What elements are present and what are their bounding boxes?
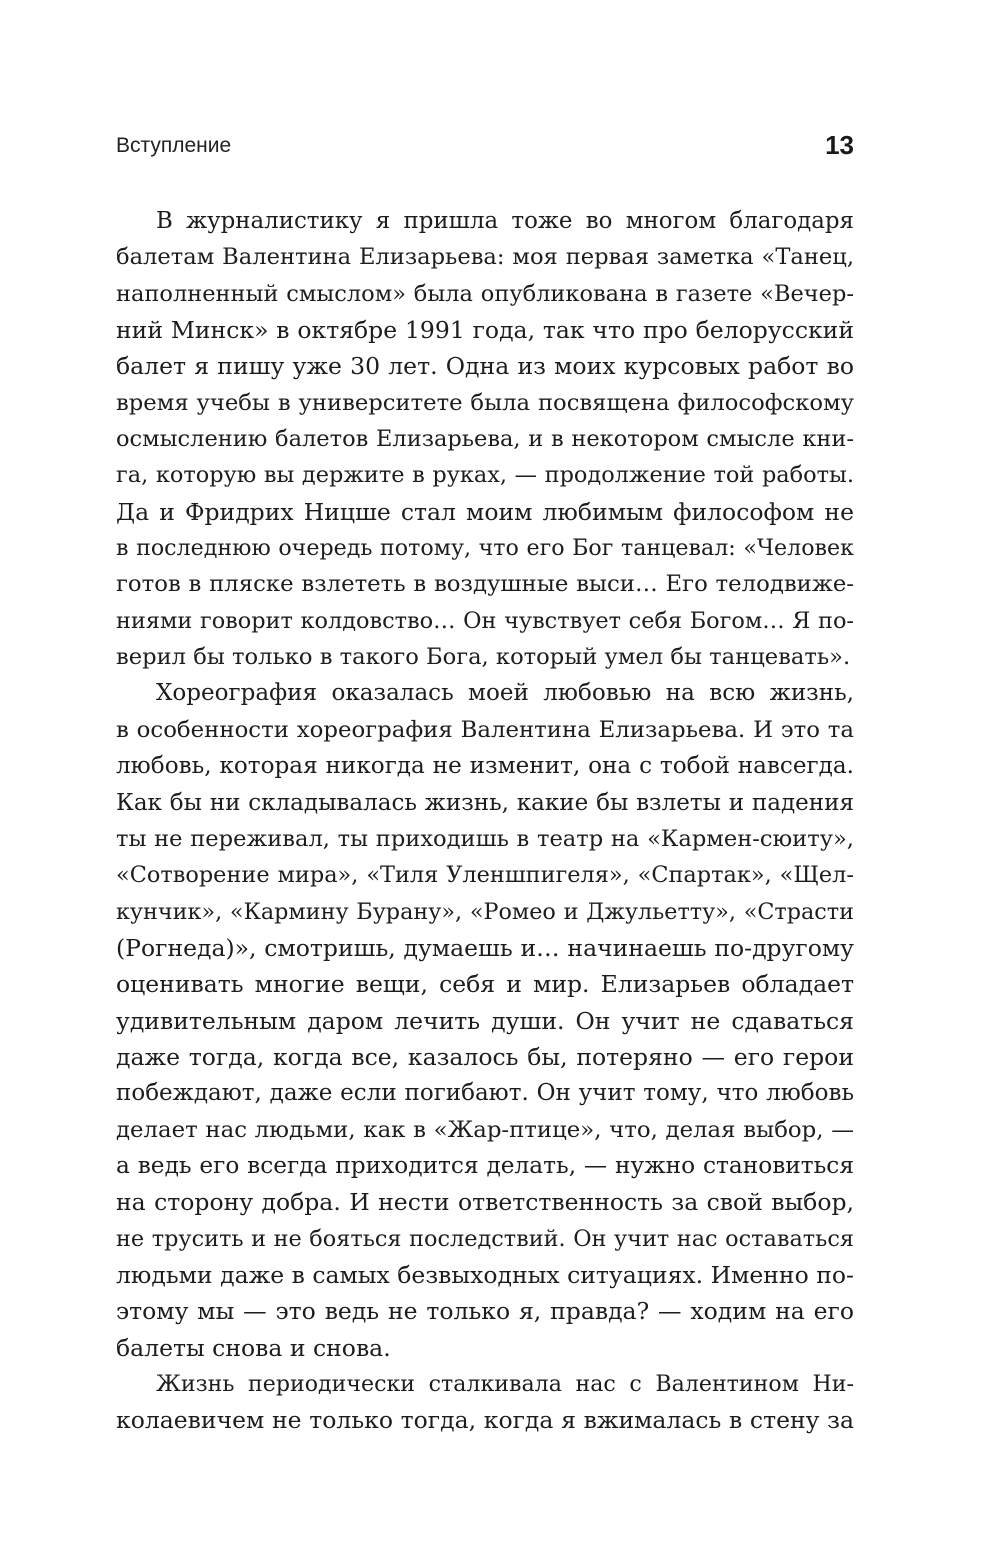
paragraph-1 (116, 203, 854, 675)
page-number: 13 (825, 130, 854, 160)
text-line: га, которую вы держите в руках, — продолжение той работы. (116, 462, 854, 489)
text-line: не трусить и не бояться последствий. Он учит нас оставаться (116, 1225, 854, 1252)
text-line: Да и Фридрих Ницше стал моим любимым философом не (116, 497, 854, 526)
text-line: верил бы только в такого Бога, который умел бы танцевать». (116, 644, 851, 671)
text-line: Как бы ни складывалась жизнь, какие бы взлеты и падения (116, 789, 854, 816)
text-line: делает нас людьми, как в «Жар-птице», что, делая выбор, — (116, 1116, 854, 1143)
text-line: Жизнь периодически сталкивала нас с Валентином Ни- (156, 1371, 854, 1397)
body-text (116, 203, 854, 1439)
text-line: этому мы — это ведь не только я, правда? — ходим на его (116, 1297, 854, 1326)
text-line: ний Минск» в октябре 1991 года, так что про белорусский (116, 316, 854, 345)
text-line: оценивать многие вещи, себя и мир. Елизарьев обладает (116, 970, 854, 999)
text-line: людьми даже в самых безвыходных ситуациях. Именно по- (116, 1260, 854, 1289)
text-line: в особенности хореография Валентина Елизарьева. И это та (116, 716, 854, 743)
text-line: время учебы в университете была посвящена философскому (116, 389, 854, 416)
text-line: даже тогда, когда все, казалось бы, потеряно — его герои (116, 1042, 854, 1071)
text-line: на сторону добра. И нести ответственность за свой выбор, (116, 1188, 854, 1217)
text-line: колаевичем не только тогда, когда я вжималась в стену за (116, 1406, 854, 1435)
text-line: балет я пишу уже 30 лет. Одна из моих курсовых работ во (116, 352, 854, 381)
text-line: кунчик», «Кармину Бурану», «Ромео и Джульетту», «Страсти (116, 898, 854, 925)
paragraph-2 (116, 675, 854, 1366)
text-line: в последнюю очередь потому, что его Бог танцевал: «Человек (116, 535, 854, 562)
text-line: В журналистику я пришла тоже во многом благодаря (156, 208, 854, 234)
text-line: осмыслению балетов Елизарьева, и в некотором смысле кни- (116, 426, 854, 453)
text-line: наполненный смыслом» была опубликована в газете «Вечер- (116, 280, 854, 307)
text-line: (Рогнеда)», смотришь, думаешь и… начинаешь по-другому (116, 933, 854, 962)
text-line: готов в пляске взлететь в воздушные выси… Его телодвиже- (116, 571, 854, 598)
text-line: а ведь его всегда приходится делать, — нужно становиться (116, 1151, 854, 1179)
section-title: Вступление (116, 134, 232, 157)
text-line: ты не переживал, ты приходишь в театр на «Кармен-сюиту», (116, 825, 854, 852)
text-line: ниями говорит колдовство… Он чувствует себя Богом… Я по- (116, 607, 854, 634)
text-line: балетам Валентина Елизарьева: моя первая заметка «Танец, (116, 244, 854, 271)
paragraph-3 (116, 1366, 854, 1439)
running-head (116, 130, 854, 166)
text-line: Хореография оказалась моей любовью на всю жизнь, (156, 680, 854, 707)
text-line: «Сотворение мира», «Тиля Уленшпигеля», «Спартак», «Щел- (116, 862, 854, 889)
text-line: балеты снова и снова. (116, 1333, 391, 1362)
text-line: удивительным даром лечить души. Он учит не сдаваться (116, 1006, 854, 1035)
text-line: любовь, которая никогда не изменит, она с тобой навсегда. (116, 753, 854, 780)
text-line: побеждают, даже если погибают. Он учит тому, что любовь (116, 1080, 854, 1107)
